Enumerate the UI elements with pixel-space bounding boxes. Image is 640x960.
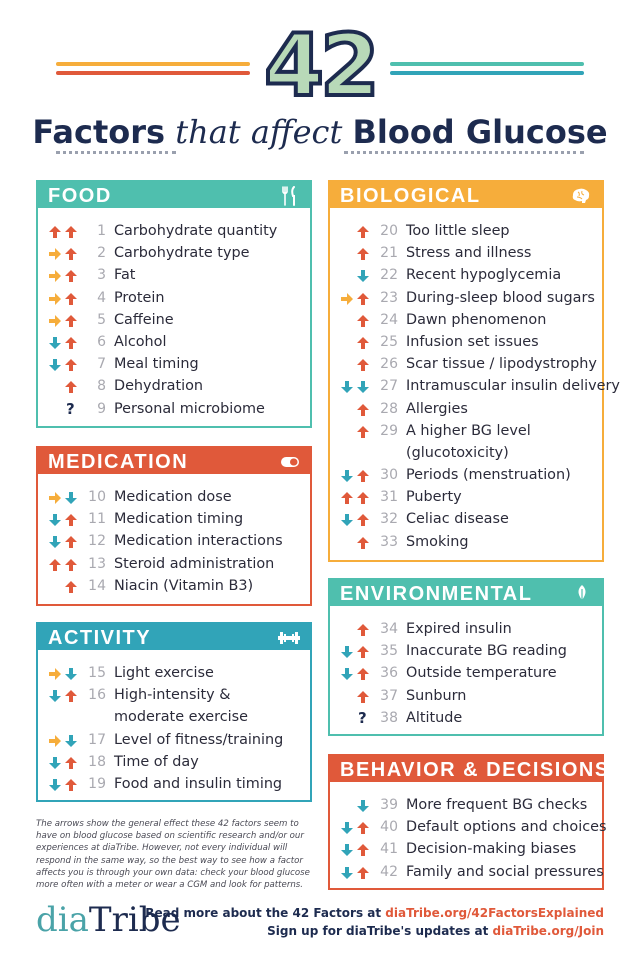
factor-row (330, 794, 602, 816)
factor-row (330, 398, 602, 420)
factor-row (330, 220, 602, 242)
factor-label: A higher BG level (406, 422, 531, 439)
arrow-side-icon (48, 313, 62, 327)
factor-number: 6 (97, 333, 106, 350)
arrow-side-icon (340, 291, 354, 305)
unknown-effect-icon: ? (66, 399, 75, 418)
factor-label: Default options and choices (406, 819, 607, 836)
factor-row (330, 309, 602, 331)
arrow-down-icon (48, 688, 62, 702)
panel-medication-title: MEDICATION (48, 451, 189, 473)
factor-row (330, 816, 607, 838)
factor-label: Smoking (406, 533, 469, 550)
factor-number: 39 (380, 797, 398, 813)
arrow-up-icon (356, 313, 370, 327)
factor-row (330, 685, 602, 707)
title-part-that-affect: that affect (175, 113, 343, 151)
arrow-side-icon (48, 490, 62, 504)
arrow-side-icon (48, 666, 62, 680)
factor-row (38, 508, 310, 530)
panel-environmental (328, 578, 604, 736)
read-more-link[interactable]: diaTribe.org/42FactorsExplained (385, 906, 604, 920)
factor-number: 34 (380, 621, 398, 637)
factor-label: Periods (menstruation) (406, 467, 571, 484)
factor-label: Level of fitness/training (114, 731, 284, 748)
factor-row (38, 287, 310, 309)
arrow-down-icon (340, 666, 354, 680)
arrow-up-icon (356, 865, 370, 879)
title-underline-right (344, 151, 584, 154)
arrow-down-icon (64, 666, 78, 680)
arrow-up-icon (64, 291, 78, 305)
factor-number: 22 (380, 267, 398, 284)
factor-row (38, 684, 310, 728)
factor-row (330, 640, 602, 662)
factor-row (38, 751, 310, 773)
arrow-side-icon (48, 268, 62, 282)
arrow-down-icon (340, 379, 354, 393)
factor-number: 40 (380, 819, 398, 836)
factor-number: 13 (88, 555, 106, 572)
panel-environmental-title: ENVIRONMENTAL (340, 583, 533, 605)
arrow-down-icon (48, 777, 62, 791)
factor-number: 21 (380, 245, 398, 262)
factor-row (38, 486, 310, 508)
factor-row (330, 331, 602, 353)
factor-label-continued: moderate exercise (114, 709, 249, 726)
factor-row (38, 729, 310, 751)
factor-row (38, 331, 310, 353)
factor-row (330, 486, 602, 508)
arrow-down-icon (356, 379, 370, 393)
factor-label-continued: (glucotoxicity) (406, 444, 509, 461)
arrow-up-icon (356, 666, 370, 680)
factor-number: 10 (88, 489, 106, 505)
arrow-up-icon (64, 512, 78, 526)
factor-number: 18 (88, 753, 106, 770)
arrow-down-icon (48, 755, 62, 769)
arrow-up-icon (356, 246, 370, 260)
factor-label: Medication interactions (114, 533, 283, 550)
factor-number: 24 (380, 311, 398, 328)
panel-food-list (38, 220, 310, 420)
arrow-up-icon (356, 291, 370, 305)
panel-food-title: FOOD (48, 185, 112, 207)
title-part-blood-glucose: Blood Glucose (352, 113, 608, 151)
arrow-down-icon (48, 335, 62, 349)
arrow-up-icon (356, 357, 370, 371)
factor-label: Caffeine (114, 311, 174, 328)
factor-row (38, 264, 310, 286)
arrow-down-icon (48, 357, 62, 371)
factor-label: Light exercise (114, 665, 214, 681)
arrow-down-icon (340, 644, 354, 658)
factor-number: 38 (380, 709, 398, 726)
factor-label: Carbohydrate quantity (114, 223, 278, 239)
factor-row (330, 264, 602, 286)
panel-activity-title: ACTIVITY (48, 627, 152, 649)
arrow-down-icon (340, 842, 354, 856)
panel-activity (36, 622, 312, 802)
factor-number: 20 (380, 223, 398, 239)
factor-number: 32 (380, 511, 398, 528)
factor-label: Steroid administration (114, 555, 275, 572)
factor-label: Medication timing (114, 511, 244, 528)
arrow-up-icon (48, 224, 62, 238)
fork-knife-icon (280, 186, 300, 206)
arrow-down-icon (340, 512, 354, 526)
factor-number: 26 (380, 356, 398, 373)
factor-number: 16 (88, 687, 106, 704)
factor-row (330, 287, 602, 309)
factor-number: 28 (380, 400, 398, 417)
factor-label: Sunburn (406, 687, 467, 704)
factor-label: Family and social pressures (406, 863, 604, 880)
arrow-up-icon (64, 379, 78, 393)
factor-label: Allergies (406, 400, 468, 417)
arrow-down-icon (340, 468, 354, 482)
factor-label: Niacin (Vitamin B3) (114, 577, 254, 594)
factor-row (330, 662, 602, 684)
factor-label: Altitude (406, 709, 463, 726)
arrow-side-icon (48, 733, 62, 747)
factor-label: Infusion set issues (406, 333, 539, 350)
arrow-up-icon (356, 402, 370, 416)
factor-label: Protein (114, 289, 165, 306)
factor-label: Inaccurate BG reading (406, 643, 567, 660)
read-more-line (145, 904, 604, 922)
arrow-up-icon (64, 313, 78, 327)
factor-number: 2 (97, 245, 106, 262)
factor-row (38, 398, 310, 420)
factor-row (330, 618, 602, 640)
arrow-up-icon (356, 644, 370, 658)
factor-label: Scar tissue / lipodystrophy (406, 356, 597, 373)
arrow-up-icon (356, 842, 370, 856)
arrow-up-icon (48, 557, 62, 571)
arrow-up-icon (64, 357, 78, 371)
arrow-up-icon (64, 579, 78, 593)
arrow-up-icon (64, 688, 78, 702)
factor-number: 23 (380, 289, 398, 306)
signup-line (267, 922, 604, 940)
factor-row (330, 464, 602, 486)
factor-label: Too little sleep (406, 223, 510, 239)
factor-row (38, 773, 310, 795)
factor-label: Stress and illness (406, 245, 532, 262)
pill-icon (278, 452, 302, 472)
factor-number: 25 (380, 333, 398, 350)
factor-row (330, 838, 602, 860)
factor-label: Celiac disease (406, 511, 509, 528)
arrow-up-icon (356, 335, 370, 349)
factor-label: Dawn phenomenon (406, 311, 547, 328)
arrow-down-icon (340, 865, 354, 879)
factor-number: 9 (97, 400, 106, 417)
factor-number: 15 (88, 665, 106, 681)
factor-label: Fat (114, 267, 136, 284)
page-title (0, 112, 640, 152)
factor-label: More frequent BG checks (406, 797, 588, 813)
arrow-side-icon (48, 291, 62, 305)
factor-row (38, 662, 310, 684)
factor-number: 36 (380, 665, 398, 682)
unknown-effect-icon: ? (358, 708, 367, 727)
factor-label: Time of day (114, 753, 199, 770)
arrow-up-icon (64, 557, 78, 571)
factor-row (38, 220, 310, 242)
factor-row (330, 531, 602, 553)
factor-row (38, 242, 310, 264)
factor-number: 14 (88, 577, 106, 594)
factor-label: Personal microbiome (114, 400, 265, 417)
factor-row (38, 553, 310, 575)
factor-row (38, 309, 310, 331)
factor-label: Outside temperature (406, 665, 557, 682)
arrow-up-icon (64, 335, 78, 349)
arrow-side-icon (48, 246, 62, 260)
arrow-up-icon (64, 534, 78, 548)
arrow-up-icon (64, 224, 78, 238)
panel-biological-title: BIOLOGICAL (340, 185, 481, 207)
factor-row (330, 861, 602, 883)
dumbbell-icon (276, 628, 302, 648)
factor-number: 19 (88, 775, 106, 792)
factor-number: 27 (380, 378, 398, 395)
factor-number: 29 (380, 422, 398, 439)
factor-row (38, 575, 310, 597)
footer-note: The arrows show the general effect these 42 factors seem to have on blood glucose based on scientific research and/or our experiences at diaTribe. However, not every individual will respond in the same way, so the best way to see how a factor affects you is through your own data: check your blood glucose more often with a meter or wear a CGM and look for patterns. (36, 819, 310, 891)
panel-behavior-title: BEHAVIOR & DECISIONS (340, 759, 610, 781)
panel-behavior (328, 754, 610, 890)
factor-label: Intramuscular insulin delivery (406, 378, 620, 395)
title-underline-left (56, 151, 176, 154)
factor-number: 17 (88, 731, 106, 748)
factor-number: 4 (97, 289, 106, 306)
factor-number: 42 (380, 863, 398, 880)
factor-label: Decision-making biases (406, 841, 577, 858)
panel-biological-list (330, 220, 620, 553)
factor-row (38, 353, 310, 375)
factor-number: 31 (380, 489, 398, 506)
factor-number: 11 (88, 511, 106, 528)
panel-food (36, 180, 312, 428)
arrow-up-icon (356, 512, 370, 526)
factor-label: Medication dose (114, 489, 232, 505)
title-part-factors: Factors (32, 113, 166, 151)
factor-number: 33 (380, 533, 398, 550)
factor-number: 30 (380, 467, 398, 484)
factor-label: Recent hypoglycemia (406, 267, 562, 284)
hero-number: 42 (264, 16, 376, 116)
factor-row (38, 530, 310, 552)
arrow-down-icon (356, 798, 370, 812)
panel-biological (328, 180, 620, 562)
factor-label: Puberty (406, 489, 462, 506)
panel-medication (36, 446, 312, 606)
arrow-up-icon (64, 268, 78, 282)
factor-row (330, 242, 602, 264)
factor-label: Meal timing (114, 356, 199, 373)
factor-number: 37 (380, 687, 398, 704)
factor-number: 35 (380, 643, 398, 660)
logo-part-dia: dia (36, 900, 89, 940)
arrow-down-icon (64, 733, 78, 747)
panel-behavior-list (330, 794, 607, 883)
arrow-up-icon (64, 777, 78, 791)
factor-number: 8 (97, 378, 106, 395)
factor-label: During-sleep blood sugars (406, 289, 595, 306)
factor-label: Expired insulin (406, 621, 512, 637)
brain-icon (570, 186, 592, 206)
panel-medication-list (38, 486, 310, 597)
factor-number: 3 (97, 267, 106, 284)
factor-number: 7 (97, 356, 106, 373)
arrow-up-icon (356, 820, 370, 834)
factor-label: High-intensity & (114, 687, 231, 704)
factor-label: Dehydration (114, 378, 204, 395)
panel-activity-list (38, 662, 310, 795)
arrow-up-icon (356, 224, 370, 238)
arrow-up-icon (356, 622, 370, 636)
arrow-down-icon (356, 268, 370, 282)
arrow-up-icon (356, 468, 370, 482)
arrow-down-icon (48, 534, 62, 548)
arrow-up-icon (356, 424, 370, 438)
arrow-up-icon (356, 490, 370, 504)
factor-row (330, 420, 602, 464)
signup-text: Sign up for diaTribe's updates at (267, 924, 493, 938)
arrow-down-icon (64, 490, 78, 504)
arrow-up-icon (356, 535, 370, 549)
factor-row (330, 353, 602, 375)
arrow-up-icon (340, 490, 354, 504)
factor-number: 41 (380, 841, 398, 858)
factor-row (330, 375, 620, 397)
arrow-up-icon (356, 689, 370, 703)
read-more-text: Read more about the 42 Factors at (145, 906, 386, 920)
factor-number: 1 (97, 223, 106, 239)
factor-row (330, 707, 602, 729)
factor-row (330, 508, 602, 530)
factor-number: 12 (88, 533, 106, 550)
leaf-icon (572, 584, 592, 604)
factor-label: Alcohol (114, 333, 167, 350)
logo-part-tribe: Tribe (88, 900, 181, 940)
factor-number: 5 (97, 311, 106, 328)
factor-label: Carbohydrate type (114, 245, 250, 262)
arrow-up-icon (64, 246, 78, 260)
arrow-down-icon (340, 820, 354, 834)
arrow-down-icon (48, 512, 62, 526)
factor-row (38, 375, 310, 397)
signup-link[interactable]: diaTribe.org/Join (492, 924, 604, 938)
panel-environmental-list (330, 618, 602, 729)
factor-label: Food and insulin timing (114, 775, 283, 792)
arrow-up-icon (64, 755, 78, 769)
